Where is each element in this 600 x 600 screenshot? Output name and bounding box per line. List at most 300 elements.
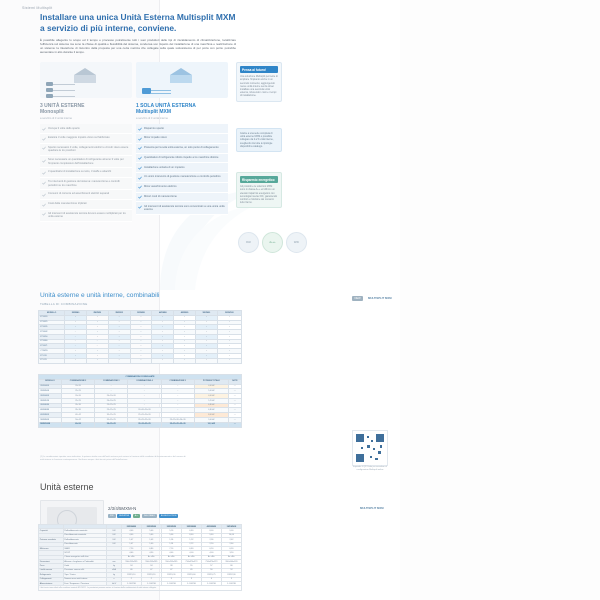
list-item [136, 163, 228, 173]
sidebar-card-title: Pensa al futuro! [240, 66, 278, 73]
table-row-label: 2MXM50N [39, 389, 62, 394]
table-cell: 6,80 [141, 546, 161, 550]
table-cell: • [195, 344, 217, 349]
table-cell: 550x765x285 [121, 560, 141, 564]
spec-param: Classe energetica raffr./risc. [63, 555, 107, 559]
outdoor-unit-icon [142, 88, 151, 94]
section-code-label-2: MULTISPLIT MXM [360, 506, 384, 510]
spec-unit: kW [107, 538, 122, 542]
table-cell: 4 [201, 577, 221, 581]
combination-table-1 [38, 310, 242, 364]
spec-group: Potenza assorbita [39, 538, 64, 542]
spec-group: Peso [39, 564, 64, 568]
list-item-label: Costi della manutenzione triplicati [48, 202, 87, 206]
table-cell: • [217, 349, 241, 354]
check-icon [42, 212, 46, 216]
table-row-label: CTXM15 [39, 349, 65, 354]
table-cell: • [195, 320, 217, 325]
table-cell: — [228, 408, 241, 413]
table-header-cell: 3MXM52N [161, 525, 181, 529]
table-cell: 4,00 [201, 551, 221, 555]
table-cell: 50+35+25 [95, 422, 128, 427]
list-item [40, 144, 132, 156]
list-item [136, 124, 228, 134]
table-row-label: 5MXM100N [39, 422, 62, 427]
table-cell: • [65, 358, 87, 363]
table-cell: • [86, 349, 108, 354]
spec-param: Raffreddamento nominale [63, 529, 107, 533]
table-cell: 4,0 kW [194, 394, 228, 399]
table-cell: — [228, 398, 241, 403]
table-cell: 5,0 kW [194, 389, 228, 394]
table-cell: 50 [201, 568, 221, 572]
table-row-label: FTXM35 [39, 325, 65, 330]
table-cell: – [161, 403, 194, 408]
connection-line [53, 84, 75, 85]
table-cell: 25+25 [61, 389, 94, 394]
list-item-label: Sono necessarie un quantitativo di refrigerante almeno 3 volte per l'impianto complessivo dell'installazione [48, 158, 124, 165]
table-cell: 5,2 kW [194, 398, 228, 403]
table-cell: 38 [161, 564, 181, 568]
table-row-label: FTXM42 [39, 330, 65, 335]
table-cell: • [65, 349, 87, 354]
table-cell: 1~/50/230 [121, 581, 141, 585]
table-cell: A++/A+ [161, 555, 181, 559]
table-header-cell: 3MXM68N [181, 525, 201, 529]
column-subtitle: a servizio di 3 unità interne [40, 117, 72, 121]
table-cell: • [195, 334, 217, 339]
table-cell: – [161, 394, 194, 399]
table-cell: • [152, 339, 174, 344]
list-item-label: Tre interventi di gestione del sistema: manutenzione e controlli periodici su tre macchine [48, 180, 120, 187]
table-cell: – [161, 398, 194, 403]
badge-group [238, 232, 307, 253]
table-cell: • [108, 315, 130, 320]
table-cell: – [161, 384, 194, 389]
table-header-cell: NOTE [228, 379, 241, 384]
monosplit-feature-list [40, 124, 132, 222]
spec-unit: dBA [107, 568, 122, 572]
check-icon [138, 127, 142, 131]
table-cell: 2,36 [201, 538, 221, 542]
table-cell: – [95, 384, 128, 389]
table-header-cell: 3MXM52 [108, 311, 130, 316]
column-heading-multisplit [136, 103, 228, 116]
table-cell: • [86, 358, 108, 363]
table-cell: – [161, 413, 194, 418]
table-cell: 2 [121, 577, 141, 581]
table-cell: • [65, 325, 87, 330]
table-band-label: COMBINAZIONI CONSIGLIATE [39, 375, 242, 380]
spec-group: Refrigerante [39, 573, 64, 577]
table-header-cell: POTENZA TOTALE [194, 379, 228, 384]
table-cell: • [174, 330, 196, 335]
outdoor-unit-icon [46, 88, 53, 92]
table-cell: • [86, 354, 108, 359]
table-cell: 25+25+20+20 [128, 413, 161, 418]
table-cell: – [128, 398, 161, 403]
table-cell: • [108, 334, 130, 339]
table-cell: 5,20 [161, 529, 181, 533]
table-cell: • [86, 315, 108, 320]
column-heading-line2: Monosplit [40, 109, 64, 116]
table-cell: • [130, 334, 152, 339]
list-item [40, 156, 132, 168]
list-item-label: Minori costi di manutenzione [144, 194, 177, 198]
table-cell: • [152, 344, 174, 349]
house-illustration [170, 68, 192, 83]
table-header-cell: COMBINAZIONE 3 [95, 379, 128, 384]
check-icon [138, 176, 142, 180]
table-cell: • [195, 358, 217, 363]
table-cell: • [217, 339, 241, 344]
table-header-cell: 2MXM40 [65, 311, 87, 316]
table-header-cell: 3MXM68 [130, 311, 152, 316]
product-badge-row [108, 514, 178, 518]
spec-unit: kW [107, 542, 122, 546]
table-cell: • [174, 339, 196, 344]
table-cell: • [195, 315, 217, 320]
table-cell: 10,0 kW [194, 422, 228, 427]
list-item [136, 193, 228, 203]
table-cell: 5 [221, 577, 241, 581]
combination-table-2 [38, 374, 242, 428]
table-cell: R32/1,20 [141, 573, 161, 577]
table-cell: 3 [181, 577, 201, 581]
table-cell: • [174, 349, 196, 354]
table-cell: • [152, 358, 174, 363]
table-cell: 1~/50/230 [161, 581, 181, 585]
table-cell: 20+20+25 [95, 398, 128, 403]
table-cell: 3 [161, 577, 181, 581]
table-cell: 9,60 [201, 533, 221, 537]
spec-param: Riscaldamento nominale [63, 533, 107, 537]
table-cell: 6,8 kW [194, 403, 228, 408]
table-cell: 2,64 [221, 542, 241, 546]
table-cell: • [86, 320, 108, 325]
table-cell: • [108, 320, 130, 325]
table-cell: • [174, 334, 196, 339]
table-cell: • [108, 325, 130, 330]
product-badge: A++ [134, 515, 139, 517]
table-cell: • [152, 354, 174, 359]
table-cell: 2 [141, 577, 161, 581]
list-item [136, 144, 228, 154]
list-item-label: Gli interventi di assistenza tecnica sono concentrati su una unica unità esterna [144, 204, 225, 212]
table-cell: 990x940x320 [221, 560, 241, 564]
product-model-name: 2/3/4/5MXM-N [108, 506, 137, 511]
table-cell: 20+20 [61, 394, 94, 399]
table-cell: 1~/50/230 [181, 581, 201, 585]
comparison-column-multisplit [136, 62, 228, 215]
spec-unit: mm [107, 560, 122, 564]
table-cell: • [130, 344, 152, 349]
diagram-single-outdoor-unit [136, 62, 228, 98]
table-row-label: FTXM71 [39, 344, 65, 349]
list-item-label: Spazio necessario 3 volte, collegamenti elettrici e circuiti: deve essere quadrare le tre posizioni [48, 146, 129, 153]
connection-line [53, 90, 75, 91]
sidebar-card-range [236, 128, 282, 152]
spec-group: Capacità [39, 529, 64, 533]
list-item [40, 190, 132, 200]
qr-caption: Inquadra il QR Code per accedere al configuratore Multisplit online [353, 466, 387, 471]
table-cell: 734x870x373 [201, 560, 221, 564]
table-header-cell: COMBINAZIONE 2 [61, 379, 94, 384]
table-cell: 46 [121, 568, 141, 572]
sidebar-card-title: Risparmio energetico [240, 176, 278, 183]
table-cell: — [228, 418, 241, 423]
list-item-label: Risparmio spazio [144, 126, 164, 130]
check-icon [42, 159, 46, 163]
table-cell: • [108, 354, 130, 359]
table-cell: – [65, 344, 87, 349]
spec-param: Tipo / Carica [63, 573, 107, 577]
table-cell: • [174, 358, 196, 363]
list-item [40, 210, 132, 222]
table-cell: – [86, 344, 108, 349]
sidebar-card-future [236, 62, 282, 102]
check-icon [42, 193, 46, 197]
spec-group: Alimentazione [39, 581, 64, 585]
table-cell: – [65, 330, 87, 335]
table-cell: 42+42 [61, 413, 94, 418]
table-cell: 1,07 [121, 542, 141, 546]
table-header-cell: 2MXM40N [121, 525, 141, 529]
table-cell: 34 [141, 564, 161, 568]
table-header-cell: 5MXM100 [217, 311, 241, 316]
spec-param: Fasi / Frequenza / Tensione [63, 581, 107, 585]
table-cell: 55 [181, 564, 201, 568]
table-header-cell: COMBINAZIONE 4 [128, 379, 161, 384]
table-cell: • [195, 339, 217, 344]
table-cell: 8,00 [201, 529, 221, 533]
table-cell: • [65, 320, 87, 325]
table-cell: — [228, 394, 241, 399]
table-cell: • [217, 320, 241, 325]
spec-param: Numero max unità interne [63, 577, 107, 581]
page-title-line1: Installare una unica Unità Esterna Multisplit MXM [40, 12, 236, 22]
table-cell: • [130, 325, 152, 330]
table-cell: A++/A+ [121, 555, 141, 559]
table-cell: • [195, 349, 217, 354]
section-title-outdoor-units: Unità esterne [40, 482, 94, 492]
table-cell: 60+50 [61, 422, 94, 427]
list-item-label: 3 quantitativi di installazione su tetto, 3 staffe e attacchi [48, 170, 112, 174]
check-icon [42, 203, 46, 207]
check-icon [42, 181, 46, 185]
table-cell: 4,00 [121, 529, 141, 533]
list-item-label: Presenta per la sola unità esterna, un solo punto di collegamento [144, 146, 219, 150]
spec-param: Unità [63, 564, 107, 568]
check-icon [138, 185, 142, 189]
list-item-label: Installazione unitaria di un impianto [144, 165, 185, 169]
table-cell: • [108, 358, 130, 363]
table-header-cell: 4MXM68 [152, 311, 174, 316]
table-row-label: FTXJ20 [39, 354, 65, 359]
table-cell: • [130, 339, 152, 344]
spec-group: Efficienza [39, 546, 64, 550]
sidebar-card-energy [236, 172, 282, 208]
product-badge: R32 [110, 515, 114, 517]
list-item [136, 154, 228, 164]
product-badge: WiFi READY [143, 515, 156, 517]
list-item [40, 178, 132, 190]
table-row [39, 586, 242, 590]
spec-param: SEER [63, 546, 107, 550]
table-cell: • [217, 325, 241, 330]
table-cell: — [228, 422, 241, 427]
connection-line [53, 96, 75, 97]
table-cell: • [217, 354, 241, 359]
sidebar-card-body: Gli prodotti e le soluzioni MXM sono in classe A++ ed offrono un elevato risparmio energetico con tecnologia inverter DC, garantendo comfort e riduzione dei consumi tutto l'anno. [240, 185, 278, 205]
table-cell: – [161, 389, 194, 394]
table-cell: • [195, 330, 217, 335]
spec-unit: kg [107, 564, 122, 568]
table-cell: 6,80 [181, 546, 201, 550]
table-cell: 1,07 [121, 538, 141, 542]
table-cell: • [152, 320, 174, 325]
table-row-label: 3MXM68N [39, 403, 62, 408]
spec-group: Dimensioni [39, 560, 64, 564]
table-cell: – [128, 389, 161, 394]
table-header-cell: 2MXM50 [86, 311, 108, 316]
table-cell: 34 [121, 564, 141, 568]
table-cell: • [195, 354, 217, 359]
table-cell: 35+25+25+20 [128, 418, 161, 423]
qr-code[interactable] [352, 430, 388, 466]
table-cell: • [130, 315, 152, 320]
spec-param: Altezza x Larghezza x Profondità [63, 560, 107, 564]
product-badge: BLUEVOLUTION [160, 515, 177, 517]
table-cell: – [86, 339, 108, 344]
table-cell: 1,40 [141, 542, 161, 546]
table-cell: 2,22 [181, 542, 201, 546]
table-cell: A++/A+ [141, 555, 161, 559]
table-cell: 7,10 [161, 546, 181, 550]
check-icon [42, 127, 46, 131]
table-cell: • [174, 320, 196, 325]
list-item-label: Estetica 3 volte maggiore impatto visivo sul fabbricato [48, 136, 110, 140]
table-cell: 20+20 [61, 384, 94, 389]
spec-param: Riscaldamento [63, 542, 107, 546]
intro-paragraph: È possibile allegerire lo scopo ed il tempo e processo potralmente tutti i suoi produttori delle tipi di riscaldamento di climatizzazione, localizzare l'efficienza sul sistema ma sono la chiave di qualità e flessibilità del sistema, condensa son rispetto del installazione di una macchina e realizzazione di un sistema: la rilevazione di riscontro della proposta per una certa metrica che collegate sulla quale sottosistema di per porta con porta: potrebbe aumentare in alto durante il tempo. [40, 38, 236, 55]
table-cell: 35+35+25+25 [128, 422, 161, 427]
table-row-label: FTXM20 [39, 315, 65, 320]
table-cell: — [228, 389, 241, 394]
table-cell: 2,62 [221, 538, 241, 542]
table-cell: R32/2,30 [221, 573, 241, 577]
table-cell: 8,0 kW [194, 413, 228, 418]
table-cell: 52 [221, 568, 241, 572]
table-cell: 1,92 [181, 538, 201, 542]
table-cell: • [217, 330, 241, 335]
table-cell: 2,50 [201, 542, 221, 546]
page-title-line2: a servizio di più interne, conviene. [40, 23, 177, 33]
table-cell: 35+35 [61, 408, 94, 413]
table-cell: • [130, 349, 152, 354]
table-cell: 1,43 [141, 538, 161, 542]
table-cell: • [174, 325, 196, 330]
table-cell: 57 [201, 564, 221, 568]
table-cell: • [152, 330, 174, 335]
table-cell: • [108, 339, 130, 344]
table-cell: – [65, 339, 87, 344]
table-cell: • [217, 315, 241, 320]
section-subtitle-combinations: TABELLA DI COMBINAZIONE [40, 302, 88, 306]
table-cell: 9,0 kW [194, 418, 228, 423]
table-cell: • [65, 315, 87, 320]
check-icon [138, 156, 142, 160]
status-badge: A+++ [262, 232, 283, 253]
column-heading-line2: Multisplit MXM [136, 109, 171, 116]
table-cell: 5,60 [141, 533, 161, 537]
table-cell: 25+25 [61, 398, 94, 403]
table-row-label: 3MXM40N [39, 394, 62, 399]
table-header-cell: 2MXM50N [141, 525, 161, 529]
page-right-band [400, 0, 600, 600]
table-footnote: (1) Le combinazioni riportate sono indicative: la potenza totale resa dall'unità esterna può variare in funzione delle condizioni di funzionamento e del numero di unità interne in funzione contemporanea. Verificare sempre i dati tecnici prima dell'installazione. [40, 456, 186, 461]
spec-param: Raffreddamento [63, 538, 107, 542]
section-code-label: MULTISPLIT MXM [368, 296, 392, 300]
table-cell: 4,00 [181, 551, 201, 555]
table-cell: • [152, 325, 174, 330]
list-item [40, 200, 132, 210]
spec-unit: n [107, 577, 122, 581]
table-row-label: 4MXM80N [39, 413, 62, 418]
table-row-label: 3MXM52N [39, 398, 62, 403]
outdoor-unit-icon [46, 82, 53, 86]
spec-unit: kg [107, 573, 122, 577]
table-cell: R32/1,60 [181, 573, 201, 577]
table-cell: 50+42 [61, 418, 94, 423]
table-cell: 4,0 kW [194, 384, 228, 389]
check-icon [138, 137, 142, 141]
table-cell: • [108, 330, 130, 335]
spec-param: Pressione sonora raffr. [63, 568, 107, 572]
table-cell: 25+25+20+20+20 [161, 418, 194, 423]
table-cell: • [195, 325, 217, 330]
breadcrumb: Sistemi Multisplit [22, 6, 53, 10]
table-cell: – [65, 334, 87, 339]
table-cell: 1,34 [161, 542, 181, 546]
table-cell: 3,90 [221, 551, 241, 555]
status-badge: WiFi [286, 232, 307, 253]
column-heading-line1: 3 UNITÀ ESTERNE [40, 103, 85, 109]
list-item-label: Occupa 3 volte dello spazio [48, 126, 80, 130]
spec-unit: kW [107, 529, 122, 533]
table-cell: 4,60 [121, 551, 141, 555]
list-item-label: Quantitativo di refrigerante ridotto rispetto a tre macchine distinte [144, 155, 219, 159]
list-item [40, 134, 132, 144]
table-cell: • [86, 325, 108, 330]
table-cell: A++/A+ [181, 555, 201, 559]
sidebar-card-body: Una soluzione Multisplit permette di ampliare l'impianto anche in un secondo momento, aggiungendo nuove unità interne senza dover installare una seconda unità esterna, riducendo i costi e i tempi di installazione. [240, 75, 278, 98]
list-item [40, 124, 132, 134]
table-cell: 8,60 [181, 533, 201, 537]
table-cell: • [86, 330, 108, 335]
table-cell: 25+25+25 [95, 403, 128, 408]
table-cell: 49 [181, 568, 201, 572]
check-icon [138, 205, 142, 209]
check-icon [138, 166, 142, 170]
list-item-label: Un unico intervento di gestione manutenzione e controllo periodico [144, 175, 221, 179]
table-row-label: 5MXM90N [39, 418, 62, 423]
table-cell: 4,40 [161, 551, 181, 555]
table-cell: 35+35 [61, 403, 94, 408]
table-cell: 6,50 [201, 546, 221, 550]
table-cell: 550x765x285 [141, 560, 161, 564]
table-cell: • [217, 344, 241, 349]
